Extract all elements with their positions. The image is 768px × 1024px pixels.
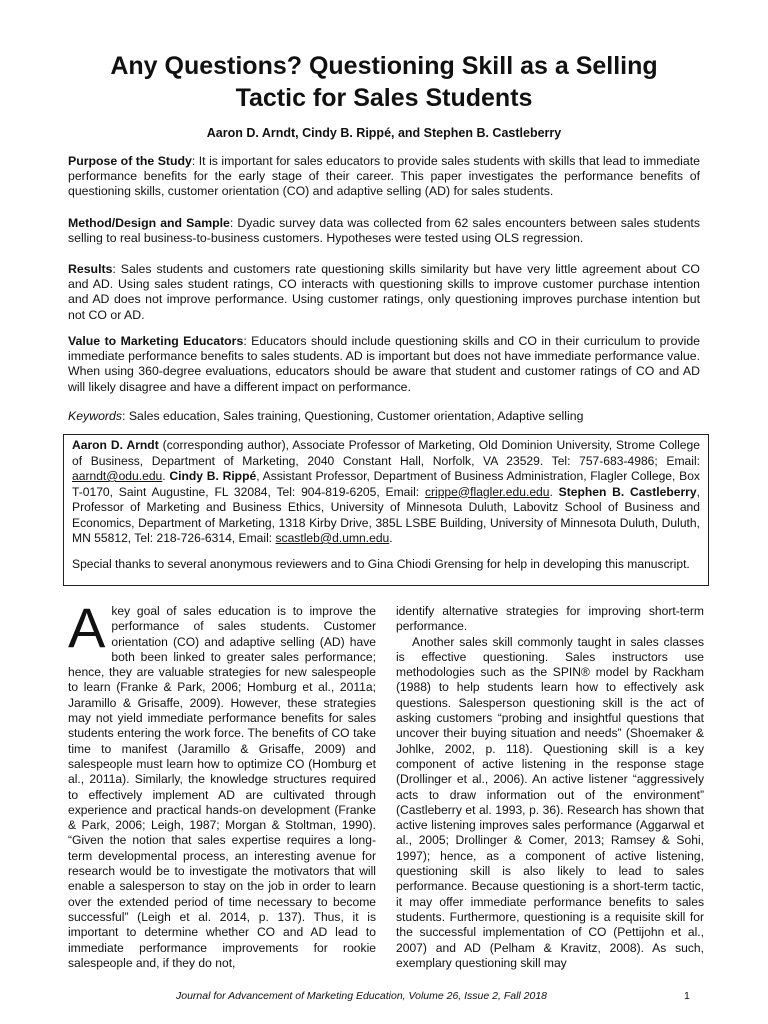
results-text: : Sales students and customers rate questioning skills similarity but have very little agreement about CO and AD. Using sales student ratings, CO interacts with questioning skills to improve customer purchase intention and AD does not improve performance. Using customer ratings, only questioning improves purchase intention but not CO or AD. [68,262,700,322]
journal-citation: Journal for Advancement of Marketing Education, Volume 26, Issue 2, Fall 2018 [176,990,548,1002]
author-2-email-link[interactable]: crippe@flagler.edu.edu [424,484,550,499]
author-1-name: Aaron D. Arndt [72,438,159,452]
abstract-value [68,334,700,395]
author-affiliations: Aaron D. Arndt (corresponding author), Associate Professor of Marketing, Old Dominion University, Strome College of Business, Department of Marketing, 2040 Constant Hall, Norfolk, VA 23529. Tel: 757-683-4986; Email: aarndt@odu.edu. Cindy B. Rippé, Assistant Professor, Department of Business Administration, Flagler College, Box T-0170, Saint Augustine, FL 32084, Tel: 904-819-6205, Email: crippe@flagler.edu.edu. Stephen B. Castleberry, Professor of Marketing and Business Ethics, University of Minnesota Duluth, Labovitz School of Business and Economics, Department of Marketing, 1318 Kirby Drive, 385L LSBE Building, University of Minnesota Duluth, Duluth, MN 55812, Tel: 218-726-6314, Email: scastleb@d.umn.edu. [72,438,700,545]
author-3-email-link[interactable]: scastleb@d.umn.edu [275,531,390,545]
abstract-purpose [68,154,700,200]
title-line-1: Any Questions? Questioning Skill as a Selling [110,52,658,80]
continued-paragraph: identify alternative strategies for improving short-term performance. [396,604,704,634]
value-label: Value to Marketing Educators [68,334,244,348]
author-2-name: Cindy B. Rippé [169,469,257,483]
acknowledgements: Special thanks to several anonymous reviewers and to Gina Chiodi Grensing for help in developing this manuscript. [72,556,690,571]
questioning-paragraph: Another sales skill commonly taught in sales classes is effective questioning. Sales instructors use methodologies such as the SPIN® model by Rackham (1988) to help students learn how to effectively ask questions. Salesperson questioning skill is the act of asking customers “probing and insightful questions that uncover their buying situation and needs” (Shoemaker & Johlke, 2002, p. 118). Questioning skill is a key component of active listening in the response stage (Drollinger et al., 2006). An active listener “aggressively acts to draw information out of the environment” (Castleberry et al. 1993, p. 36). Research has shown that active listening improves sales performance (Aggarwal et al., 2005; Drollinger & Comer, 2013; Ramsey & Sohi, 1997); hence, as a component of active listening, questioning skill is also likely to lead to sales performance. Because questioning is a short-term tactic, it may offer immediate performance benefits to sales students. Furthermore, questioning is a requisite skill for the successful implementation of CO (Pettijohn et al., 2007) and AD (Pelham & Kravitz, 2008). As such, exemplary questioning skill may [396,634,704,970]
author-1-email-link[interactable]: aarndt@odu.edu [72,469,163,483]
page-number: 1 [684,990,690,1002]
author-3-name: Stephen B. Castleberry [558,484,697,499]
keywords-text: : Sales education, Sales training, Questioning, Customer orientation, Adaptive selling [122,409,584,423]
abstract-method [68,216,700,246]
purpose-label: Purpose of the Study [68,154,192,168]
results-label: Results [68,262,113,276]
author-3-text: , Professor of Marketing and Business Ethics, University of Minnesota Duluth, Labovitz School of Business and Economics, Department of Marketing, 1318 Kirby Drive, 385L LSBE Building, University of Minnesota Duluth, Duluth, MN 55812, Tel: 218-726-6314, Email: [72,484,700,545]
keywords-label: Keywords [68,409,122,423]
body-column-left [68,596,376,971]
purpose-text: : It is important for sales educators to provide sales students with skills that lead to immediate performance benefits for the early stage of their career. This paper investigates the performance benefits of questioning skills, customer orientation (CO) and adaptive selling (AD) for sales students. [68,154,700,199]
abstract-keywords [68,409,700,424]
paper-title [40,50,728,114]
method-label: Method/Design and Sample [68,216,230,230]
title-line-2: Tactic for Sales Students [235,84,533,112]
author-info-box [63,434,709,586]
body-column-right [396,604,704,971]
author-2-text: , Assistant Professor, Department of Business Administration, Flagler College, Box T-0170, Saint Augustine, FL 32084, Tel: 904-819-6205, Email: [72,469,700,499]
abstract-results [68,262,700,323]
author-line: Aaron D. Arndt, Cindy B. Rippé, and Stephen B. Castleberry [206,126,562,140]
drop-cap: A [68,596,106,659]
value-text: : Educators should include questioning skills and CO in their curriculum to provide immediate performance benefits to sales students. AD is important but does not have immediate performance value. When using 360-degree evaluations, educators should be aware that student and customer ratings of CO and AD will likely disagree and have a different impact on performance. [68,334,701,394]
intro-text: key goal of sales education is to improve the performance of sales students. Customer orientation (CO) and adaptive selling (AD) have both been linked to greater sales performance; hence, they are valuable strategies for new salespeople to learn (Franke & Park, 2006; Homburg et al., 2011a; Jaramillo & Grisaffe, 2009). However, these strategies may not yield immediate performance benefits for sales students entering the work force. The benefits of CO take time to manifest (Jaramillo & Grisaffe, 2009) and salespeople must learn how to optimize CO (Homburg et al., 2011a). Similarly, the knowledge structures required to effectively implement AD are cultivated through experience and practical hands-on development (Franke & Park, 2006; Leigh, 1987; Morgan & Stoltman, 1990). “Given the notion that sales expertise requires a long-term developmental process, an interesting avenue for research would be to investigate the motivators that will enable a salesperson to stay on the job in order to learn over the extended period of time necessary to become successful” (Leigh et al. 2014, p. 137). Thus, it is important to determine whether CO and AD lead to immediate performance improvements for rookie salespeople and, if they do not, [68,604,376,970]
intro-paragraph [68,596,376,971]
author-1-text: (corresponding author), Associate Professor of Marketing, Old Dominion University, Strome College of Business, Department of Marketing, 2040 Constant Hall, Norfolk, VA 23529. Tel: 757-683-4986; Email: [72,438,700,468]
method-text: : Dyadic survey data was collected from 62 sales encounters between sales students selling to real business-to-business customers. Hypotheses were tested using OLS regression. [68,216,700,246]
